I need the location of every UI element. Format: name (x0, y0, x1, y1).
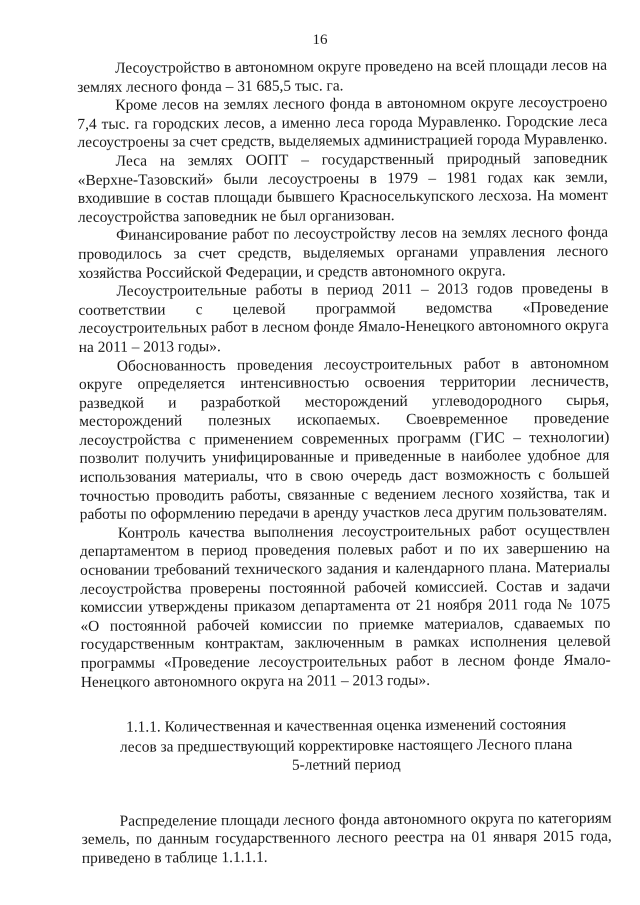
paragraph-urban-forests: Кроме лесов на землях лесного фонда в автономном округе лесоустроено 7,4 тыс. га городских лесов, а именно леса города Муравленко. Городские леса лесоустроены за счет средств, выделяемых администрацией города Муравленко. (77, 93, 608, 152)
paragraph-justification: Обоснованность проведения лесоустроительных работ в автономном округе определяется интенсивностью освоения территории лесничеств, разведкой и разработкой месторождений углеводородного сырья, месторождений полезных ископаемых. Своевременное проведение лесоустройства с применением современных программ (ГИС – технологии) позволит получить унифицированные и приведенные в наиболее удобное для использования материалы, что в свою очередь даст возможность с большей точностью проводить работы, связанные с ведением лесного хозяйства, так и работы по оформлению передачи в аренду участков леса другим пользователям. (78, 354, 610, 524)
paragraph-works-period: Лесоустроительные работы в период 2011 – 2013 годов проведены в соответствии с целевой программой ведомства «Проведение лесоустроительных работ в лесном фонде Ямало-Ненецкого автономного округа на 2011 – 2013 годы». (78, 279, 609, 356)
paragraph-distribution-reference: Распределение площади лесного фонда автономного округа по категориям земель, по данным государственного лесного реестра на 01 января 2015 года, приведено в таблице 1.1.1.1. (81, 809, 612, 867)
section-heading-line-2: лесов за предшествующий корректировке настоящего Лесного плана (119, 735, 573, 756)
paragraph-forest-inventory-area: Лесоустройство в автономном округе проведено на всей площади лесов на землях лесного фонда – 31 685,5 тыс. га. (77, 56, 608, 96)
paragraph-financing: Финансирование работ по лесоустройству лесов на землях лесного фонда проводилось за счет средств, выделяемых органами управления лесного хозяйства Российской Федерации, и средств автономного округа. (78, 224, 609, 282)
section-heading (81, 715, 611, 777)
paragraph-quality-control: Контроль качества выполнения лесоустроительных работ осуществлен департаментом в период проведения полевых работ и по их завершению на основании требований технического задания и календарного плана. Материалы лесоустройства проверены постоянной рабочей комиссией. Состав и задачи комиссии утверждены приказом департамента от 21 ноября 2011 года № 1075 «О постоянной рабочей комиссии по приемке материалов, сдаваемых по государственным контрактам, заключенным в рамках исполнения целевой программы «Проведение лесоустроительных работ в лесном фонде Ямало-Ненецкого автономного округа на 2011 – 2013 годы». (79, 521, 611, 691)
document-body (77, 57, 612, 869)
paragraph-reserve-forests: Леса на землях ООПТ – государственный природный заповедник «Верхне-Тазовский» были лесоустроены в 1979 – 1981 годах как земли, входившие в состав площади бывшего Красноселькупского лесхоза. На момент лесоустройства заповедник не был организован. (77, 149, 608, 226)
section-heading-line-3: 5-летний период (291, 756, 401, 774)
section-heading-line-1: 1.1.1. Количественная и качественная оценка изменений состояния (126, 716, 567, 736)
page-number: 16 (312, 32, 328, 48)
